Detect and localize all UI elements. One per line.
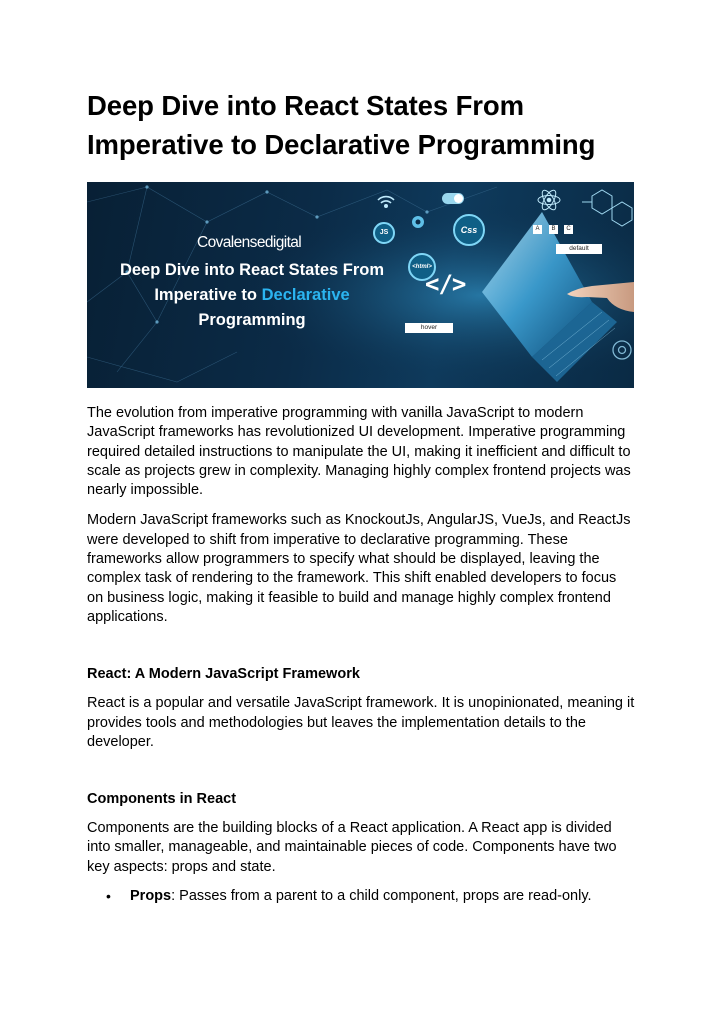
hover-chip: hover (405, 323, 453, 333)
intro-paragraph-1: The evolution from imperative programming with vanilla JavaScript to modern JavaScript frameworks has revolutionized UI development. Imperative programming required detailed instructions to manipulate the UI, making it inefficient and difficult to scale as projects grew in complexity. Managing highly complex frontend projects was nearly impossible. (87, 405, 631, 499)
code-symbol-icon: </> (425, 270, 466, 298)
banner-headline-accent: Declarative (261, 286, 350, 304)
banner-headline-line2-a: Imperative to (154, 286, 262, 304)
banner-headline-line1: Deep Dive into React States From (119, 261, 385, 279)
html-badge-icon: <html> (408, 253, 436, 281)
list-item (87, 887, 635, 906)
section-body-react: React is a popular and versatile JavaScript framework. It is unopinionated, meaning it provides tools and methodologies but leaves the implementation details to the developer. (87, 695, 635, 750)
bullet-term: Props (130, 888, 172, 905)
default-chip: default (556, 244, 602, 254)
brand-logo-text: Covalensedigital (197, 234, 302, 251)
section-body-components: Components are the building blocks of a React application. A React app is divided into smaller, manageable, and maintainable pieces of code. Components have two key aspects: props and state. (87, 820, 617, 875)
bullet-text: : Passes from a parent to a child component, props are read-only. (171, 888, 592, 905)
toggle-icon (442, 193, 464, 204)
banner-headline-line2 (107, 283, 397, 308)
letter-box-c: C (564, 225, 573, 234)
banner-headline (107, 258, 397, 333)
section-heading-components: Components in React (87, 791, 237, 808)
intro-paragraph-2: Modern JavaScript frameworks such as KnockoutJs, AngularJS, VueJs, and ReactJs were developed to shift from imperative to declarative programming. These frameworks allow programmers to specify what should be displayed, leaving the complex task of rendering to the framework. This shift enabled developers to focus on business logic, making it feasible to build and manage highly complex frontend applications. (87, 512, 631, 625)
letter-box-b: B (549, 225, 558, 234)
banner-image (87, 182, 634, 388)
document-page (87, 86, 635, 906)
section-heading-react: React: A Modern JavaScript Framework (87, 666, 360, 683)
page-title: Deep Dive into React States From Imperative to Declarative Programming (87, 90, 596, 160)
banner-headline-line3: Programming (198, 311, 306, 329)
bullet-list (87, 887, 635, 906)
bullet-marker: • (106, 888, 111, 905)
css-badge-icon: Css (453, 214, 485, 246)
js-badge-icon: JS (373, 222, 395, 244)
letter-box-a: A (533, 225, 542, 234)
